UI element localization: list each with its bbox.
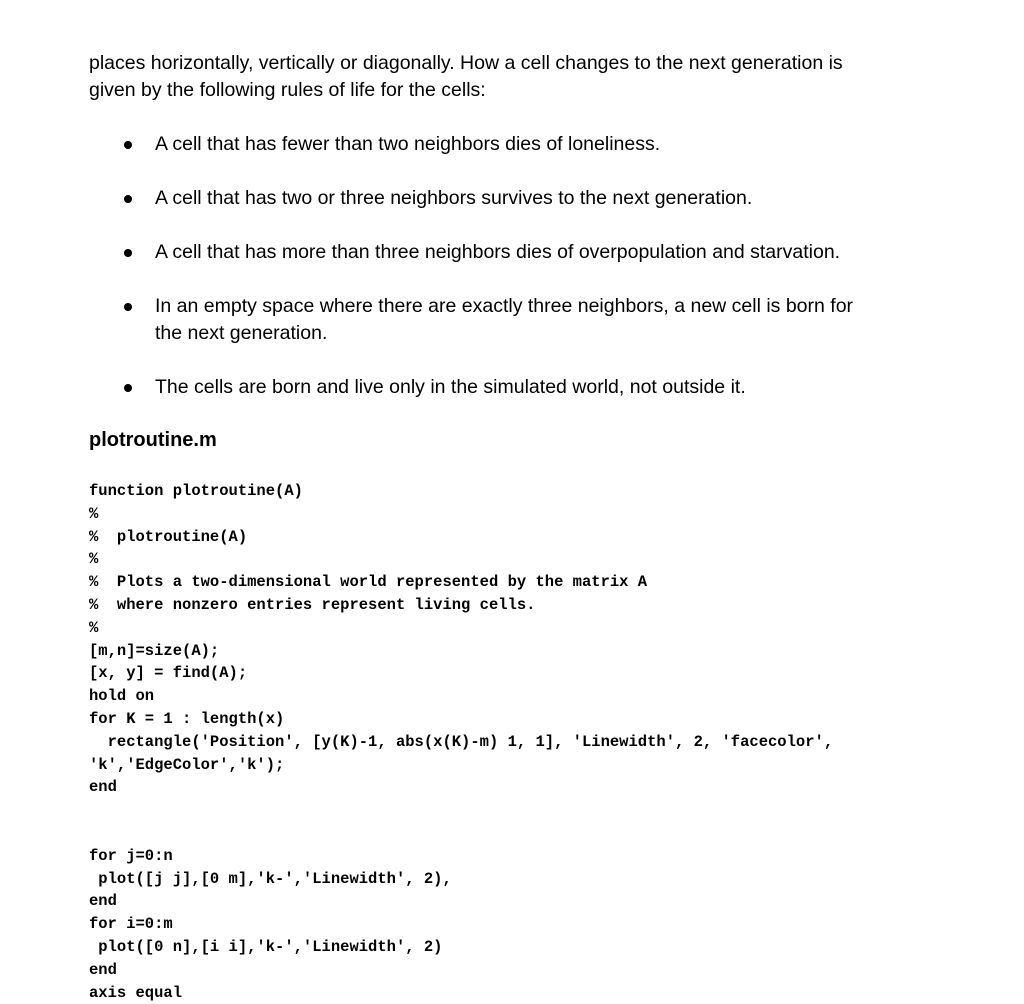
code-line: end <box>89 778 117 797</box>
code-line: axis equal <box>89 983 183 1002</box>
file-heading: plotroutine.m <box>89 429 217 451</box>
code-line: plot([j j],[0 m],'k-','Linewidth', 2), <box>89 869 452 888</box>
rule-text-continued: the next generation. <box>155 322 328 344</box>
code-line: [x, y] = find(A); <box>89 664 248 683</box>
rules-list <box>89 131 969 401</box>
code-line: % where nonzero entries represent living cells. <box>89 595 536 614</box>
code-line: % <box>89 550 99 569</box>
code-line: % <box>89 504 99 523</box>
rule-item <box>89 374 969 401</box>
intro-line-1: places horizontally, vertically or diagonally. How a cell changes to the next generation is <box>89 52 843 74</box>
code-line: end <box>89 960 117 979</box>
code-line: plot([0 n],[i i],'k-','Linewidth', 2) <box>89 937 443 956</box>
rule-item <box>89 131 969 158</box>
rule-item <box>89 239 969 266</box>
rule-text: In an empty space where there are exactly three neighbors, a new cell is born for <box>155 295 854 317</box>
intro-line-2: given by the following rules of life for the cells: <box>89 79 486 101</box>
bullet-icon <box>124 141 132 149</box>
rule-text: The cells are born and live only in the simulated world, not outside it. <box>155 376 746 398</box>
code-line: % Plots a two-dimensional world represented by the matrix A <box>89 573 648 592</box>
code-line: for K = 1 : length(x) <box>89 709 285 728</box>
code-block <box>89 480 833 1004</box>
bullet-icon <box>124 249 132 257</box>
code-line: for j=0:n <box>89 846 173 865</box>
code-line: end <box>89 892 117 911</box>
document-page <box>89 50 969 1002</box>
bullet-icon <box>124 384 132 392</box>
code-line <box>89 799 833 822</box>
code-line: % <box>89 618 99 637</box>
bullet-icon <box>124 195 132 203</box>
rule-text: A cell that has more than three neighbors dies of overpopulation and starvation. <box>155 241 841 263</box>
code-line: for i=0:m <box>89 915 173 934</box>
rule-text: A cell that has fewer than two neighbors dies of loneliness. <box>155 133 661 155</box>
code-line: 'k','EdgeColor','k'); <box>89 755 285 774</box>
intro-paragraph <box>89 50 969 104</box>
code-line <box>89 822 833 845</box>
code-line: [m,n]=size(A); <box>89 641 220 660</box>
bullet-icon <box>124 303 132 311</box>
rule-text: A cell that has two or three neighbors survives to the next generation. <box>155 187 753 209</box>
code-line: function plotroutine(A) <box>89 482 303 500</box>
rule-item <box>89 185 969 212</box>
rule-item <box>89 293 969 347</box>
code-line: hold on <box>89 687 155 706</box>
code-line: % plotroutine(A) <box>89 527 248 546</box>
code-line: rectangle('Position', [y(K)-1, abs(x(K)-m) 1, 1], 'Linewidth', 2, 'facecolor', <box>89 732 834 751</box>
